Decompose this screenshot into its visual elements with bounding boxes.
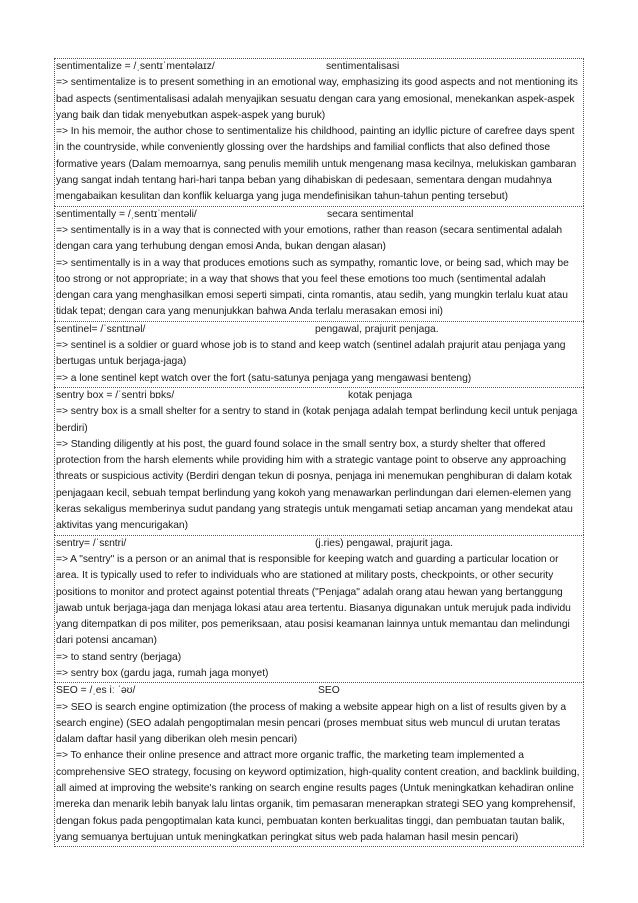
entry-example: => Standing diligently at his post, the guard found solace in the small sentry box, a sturdy shelter that offered protection from the harsh elements while providing him with a strategic vantage point to observe any approaching threats or suspicious activity (Berdiri dengan tekun di posnya, penjaga ini menemukan penghiburan di dalam kotak penjagaan kecil, sebuah tempat berlindung yang kokoh yang menawarkan perlindungan dari elemen-elemen yang keras sekaligus memberinya sudut pandang yang strategis untuk mengamati setiap ancaman yang mendekat atau aktivitas yang mencurigakan) <box>56 438 573 532</box>
entry-definition: => sentinel is a soldier or guard whose job is to stand and keep watch (sentinel adalah prajurit atau penjaga yang bertugas untuk berjaga-jaga) <box>56 340 566 368</box>
entry-term: sentimentally = /ˌsentɪˈmentəli/ <box>56 208 197 220</box>
entry-header <box>56 207 582 223</box>
entry-definition: => sentimentally is in a way that produces emotions such as sympathy, romantic love, or being sad, which may be too strong or not appropriate; in a way that shows that you feel these emotions too much (sentimental adalah dengan cara yang menghasilkan emosi seperti simpati, cinta romantis, atau sedih, yang mungkin terlalu kuat atau tidak tepat; dengan cara yang menunjukkan bahwa Anda terlalu merasakan emosi ini) <box>56 257 569 318</box>
entry-sentimentally <box>54 206 584 321</box>
entry-sentry <box>54 535 584 683</box>
entry-translation: (j.ries) pengawal, prajurit jaga. <box>315 537 453 549</box>
entry-definition: => SEO is search engine optimization (the process of making a website appear high on a list of results given by a search engine) (SEO adalah pengoptimalan mesin pencari (proses membuat situs web muncul di urutan teratas dalam daftar hasil yang diberikan oleh mesin pencari) <box>56 701 567 746</box>
entry-definition: => sentimentalize is to present something in an emotional way, emphasizing its good aspects and not mentioning its bad aspects (sentimentalisasi adalah menyajikan sesuatu dengan cara yang emosional, menekankan aspek-aspek yang baik dan tidak menyebutkan aspek-aspek yang buruk) <box>56 77 578 121</box>
entry-translation: kotak penjaga <box>348 389 413 401</box>
entry-definition: => sentry box is a small shelter for a sentry to stand in (kotak penjaga adalah tempat berlindung kecil untuk penjaga berdiri) <box>56 406 578 434</box>
entry-term: SEO = /ˌes iː ˈəʊ/ <box>56 685 136 697</box>
entry-sentinel <box>54 321 584 387</box>
entry-definition: => sentimentally is in a way that is connected with your emotions, rather than reason (secara sentimental adalah dengan cara yang terhubung dengan emosi Anda, bukan dengan alasan) <box>56 224 563 253</box>
entry-example: => a lone sentinel kept watch over the fort (satu-satunya penjaga yang mengawasi benteng) <box>56 372 472 384</box>
entry-example: => In his memoir, the author chose to sentimentalize his childhood, painting an idyllic picture of carefree days spent in the countryside, while conveniently glossing over the hardships and familial conflicts that also defined those formative years (Dalam memoarnya, sang penulis memilih untuk mengenang masa kecilnya, melukiskan gambaran yang sangat indah tentang hari-hari tanpa beban yang dihabiskan di pedesaan, sementara dengan mudahnya mengabaikan kesulitan dan konflik keluarga yang juga mendefinisikan tahun-tahun penting tersebut) <box>56 126 577 203</box>
entry-translation: pengawal, prajurit penjaga. <box>315 323 439 335</box>
entry-header <box>56 388 582 404</box>
entry-term: sentry box = /ˈsentri bɒks/ <box>56 389 175 401</box>
entry-header <box>56 683 582 699</box>
entry-term: sentinel= /ˈsɛntɪnəl/ <box>56 323 146 335</box>
entry-seo <box>54 682 584 847</box>
entry-example: => sentry box (gardu jaga, rumah jaga monyet) <box>56 667 269 679</box>
entry-header <box>56 322 582 338</box>
entry-translation: sentimentalisasi <box>326 61 400 72</box>
entry-header <box>56 59 582 75</box>
document-page <box>54 58 584 847</box>
entry-definition: => A "sentry" is a person or an animal that is responsible for keeping watch and guarding a particular location or area. It is typically used to refer to individuals who are stationed at military posts, checkpoints, or other security positions to monitor and protect against potential threats ("Penjaga" adalah orang atau hewan yang bertanggung jawab untuk berjaga-jaga dan menjaga lokasi atau area tertentu. Biasanya digunakan untuk merujuk pada individu yang ditempatkan di pos militer, pos pemeriksaan, atau posisi keamanan lainnya untuk memantau dan melindungi dari potensi ancaman) <box>56 553 571 647</box>
entry-sentry-box <box>54 387 584 535</box>
entry-example: => To enhance their online presence and attract more organic traffic, the marketing team implemented a comprehensive SEO strategy, focusing on keyword optimization, high-quality content creation, and backlink building, all aimed at improving the website's ranking on search engine results pages (Untuk meningkatkan kehadiran online mereka dan menarik lebih banyak lalu lintas organik, tim pemasaran menerapkan strategi SEO yang komprehensif, dengan fokus pada pengoptimalan kata kunci, pembuatan konten berkualitas tinggi, dan pembuatan tautan balik, yang semuanya bertujuan untuk meningkatkan peringkat situs web pada halaman hasil mesin pencari) <box>56 750 580 843</box>
entry-example: => to stand sentry (berjaga) <box>56 651 182 663</box>
entry-translation: secara sentimental <box>327 208 414 220</box>
entry-translation: SEO <box>318 685 340 697</box>
entry-header <box>56 536 582 552</box>
entry-term: sentimentalize = /ˌsentɪˈmentəlaɪz/ <box>56 61 215 72</box>
entry-term: sentry= /ˈsɛntri/ <box>56 537 127 549</box>
entry-sentimentalize <box>54 58 584 206</box>
